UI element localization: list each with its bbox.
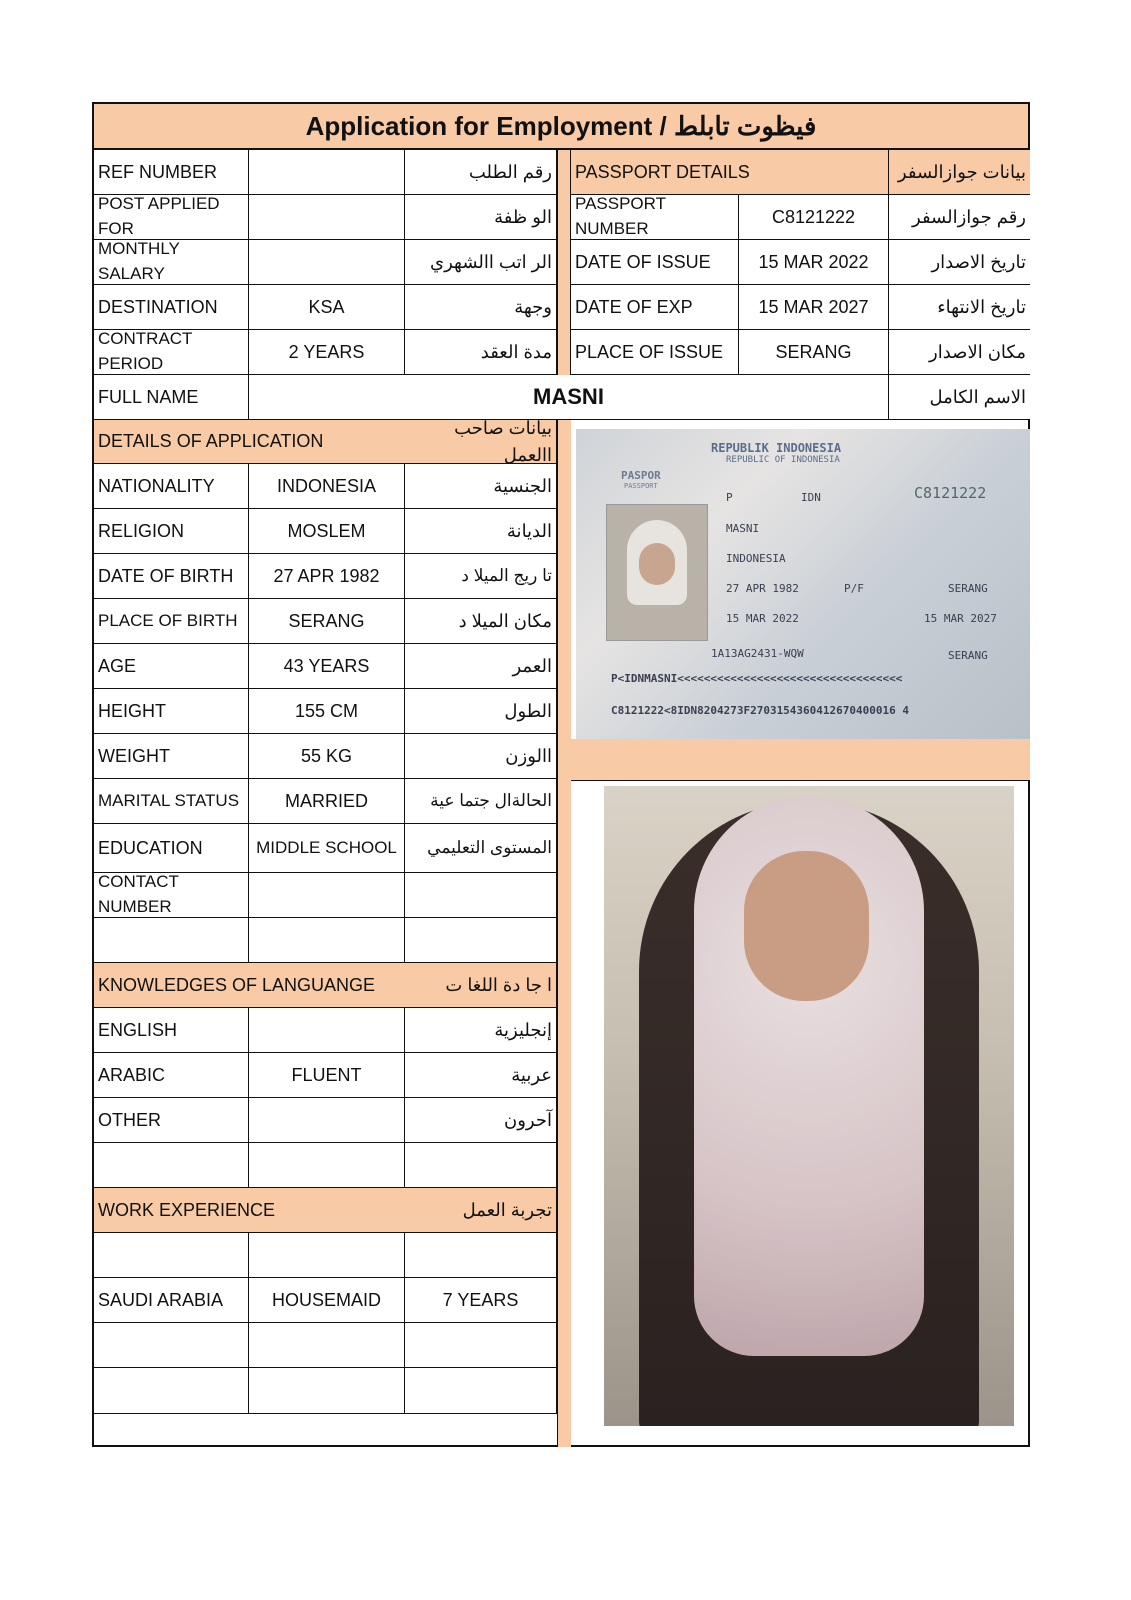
contract-period-label: CONTRACT PERIOD [94, 330, 249, 375]
details-header: DETAILS OF APPLICATION [94, 420, 405, 464]
detail-label: WEIGHT [94, 734, 249, 779]
ref-number-label: REF NUMBER [94, 150, 249, 195]
detail-value: 55 KG [249, 734, 405, 779]
detail-value: INDONESIA [249, 464, 405, 509]
detail-arabic: الحالةال جتما عية [405, 779, 557, 824]
destination-arabic: وجهة [405, 285, 557, 330]
passport-number-arabic: رقم جوازالسفر [889, 195, 1030, 240]
passport-republic: REPUBLIK INDONESIA [711, 441, 842, 455]
detail-label: EDUCATION [94, 824, 249, 873]
work-country: SAUDI ARABIA [94, 1278, 249, 1323]
passport-scan-office: SERANG [948, 649, 988, 662]
passport-scan-reg: 1A13AG2431-WQW [711, 647, 804, 660]
date-of-exp-arabic: تاريخ الانتهاء [889, 285, 1030, 330]
detail-label: HEIGHT [94, 689, 249, 734]
detail-value: MARRIED [249, 779, 405, 824]
form-title: Application for Employment / فيظوت تابلط [94, 104, 1028, 150]
language-level [249, 1008, 405, 1053]
languages-header-arabic: ا جا دة اللغا ت [405, 963, 557, 1008]
detail-value: SERANG [249, 599, 405, 644]
detail-label: AGE [94, 644, 249, 689]
detail-value: MIDDLE SCHOOL [249, 824, 405, 873]
passport-scan-dob: 27 APR 1982 [726, 582, 799, 595]
detail-value: 27 APR 1982 [249, 554, 405, 599]
column-separator [557, 150, 571, 375]
ref-number-value [249, 150, 405, 195]
passport-scan-nationality: INDONESIA [726, 552, 786, 565]
photo-band [571, 739, 1030, 781]
passport-portrait [606, 504, 708, 641]
monthly-salary-arabic: الر اتب االشهري [405, 240, 557, 285]
date-of-issue-label: DATE OF ISSUE [571, 240, 739, 285]
full-name-arabic: الاسم الكامل [889, 375, 1030, 420]
passport-mrz-line-2: C8121222<8IDN8204273F2703154360412670400016 4 [611, 704, 910, 717]
contract-period-value: 2 YEARS [249, 330, 405, 375]
place-of-issue-value: SERANG [739, 330, 889, 375]
work-position: HOUSEMAID [249, 1278, 405, 1323]
full-name-label: FULL NAME [94, 375, 249, 420]
place-of-issue-arabic: مكان الاصدار [889, 330, 1030, 375]
work-header: WORK EXPERIENCE [94, 1188, 405, 1233]
passport-scan-name: MASNI [726, 522, 760, 535]
detail-arabic: تا ريج الميلا د [405, 554, 557, 599]
date-of-exp-value: 15 MAR 2027 [739, 285, 889, 330]
monthly-salary-label: MONTHLY SALARY [94, 240, 249, 285]
destination-value: KSA [249, 285, 405, 330]
detail-arabic: الجنسية [405, 464, 557, 509]
monthly-salary-value [249, 240, 405, 285]
post-applied-arabic: الو ظفة [405, 195, 557, 240]
detail-label: NATIONALITY [94, 464, 249, 509]
work-country [94, 1368, 249, 1414]
languages-empty-cell [405, 1143, 557, 1188]
language-level [249, 1098, 405, 1143]
destination-label: DESTINATION [94, 285, 249, 330]
detail-label: RELIGION [94, 509, 249, 554]
detail-label: DATE OF BIRTH [94, 554, 249, 599]
work-years [405, 1368, 557, 1414]
applicant-face [744, 851, 869, 1001]
language-label: OTHER [94, 1098, 249, 1143]
work-years: 7 YEARS [405, 1278, 557, 1323]
language-level: FLUENT [249, 1053, 405, 1098]
detail-value: 43 YEARS [249, 644, 405, 689]
work-country [94, 1233, 249, 1278]
post-applied-label: POST APPLIED FOR [94, 195, 249, 240]
detail-arabic: الطول [405, 689, 557, 734]
languages-header: KNOWLEDGES OF LANGUANGE [94, 963, 405, 1008]
language-arabic: آحرون [405, 1098, 557, 1143]
passport-passport-en: PASSPORT [624, 482, 658, 490]
detail-arabic: الديانة [405, 509, 557, 554]
passport-scan-expiry: 15 MAR 2027 [924, 612, 997, 625]
work-position [249, 1368, 405, 1414]
language-arabic: إنجليزية [405, 1008, 557, 1053]
passport-scan-pob: SERANG [948, 582, 988, 595]
details-empty-cell [94, 918, 249, 963]
detail-label: CONTACT NUMBER [94, 873, 249, 918]
passport-number-value: C8121222 [739, 195, 889, 240]
detail-value: MOSLEM [249, 509, 405, 554]
detail-arabic: مكان الميلا د [405, 599, 557, 644]
column-separator [557, 420, 571, 1447]
passport-paspor: PASPOR [621, 469, 661, 482]
language-label: ENGLISH [94, 1008, 249, 1053]
detail-arabic [405, 873, 557, 918]
passport-details-header: PASSPORT DETAILS [571, 150, 889, 195]
detail-arabic: العمر [405, 644, 557, 689]
passport-scan-issue: 15 MAR 2022 [726, 612, 799, 625]
passport-scan-sex: P/F [844, 582, 864, 595]
work-position [249, 1323, 405, 1368]
work-position [249, 1233, 405, 1278]
detail-arabic: المستوى التعليمي [405, 824, 557, 873]
post-applied-value [249, 195, 405, 240]
passport-details-arabic: بيانات جوازالسفر [889, 150, 1030, 195]
passport-scan-photo [576, 429, 1030, 739]
detail-label: MARITAL STATUS [94, 779, 249, 824]
place-of-issue-label: PLACE OF ISSUE [571, 330, 739, 375]
passport-code: IDN [801, 491, 821, 504]
work-header-arabic: تجربة العمل [405, 1188, 557, 1233]
employment-application-form [92, 102, 1030, 1447]
detail-arabic: االوزن [405, 734, 557, 779]
work-years [405, 1323, 557, 1368]
applicant-photo [604, 786, 1014, 1426]
language-label: ARABIC [94, 1053, 249, 1098]
ref-number-arabic: رقم الطلب [405, 150, 557, 195]
language-arabic: عربية [405, 1053, 557, 1098]
work-years [405, 1233, 557, 1278]
full-name-value: MASNI [249, 375, 889, 420]
date-of-issue-value: 15 MAR 2022 [739, 240, 889, 285]
detail-value [249, 873, 405, 918]
languages-empty-row [94, 1143, 249, 1188]
contract-period-arabic: مدة العقد [405, 330, 557, 375]
languages-empty-cell [249, 1143, 405, 1188]
passport-number-label: PASSPORT NUMBER [571, 195, 739, 240]
detail-label: PLACE OF BIRTH [94, 599, 249, 644]
details-empty-cell [249, 918, 405, 963]
work-country [94, 1323, 249, 1368]
passport-mrz-line-1: P<IDNMASNI<<<<<<<<<<<<<<<<<<<<<<<<<<<<<<<<<< [611, 672, 903, 685]
details-empty-cell [405, 918, 557, 963]
passport-scan-number: C8121222 [914, 484, 987, 502]
passport-republic-en: REPUBLIC OF INDONESIA [726, 455, 840, 465]
date-of-exp-label: DATE OF EXP [571, 285, 739, 330]
date-of-issue-arabic: تاريخ الاصدار [889, 240, 1030, 285]
passport-type: P [726, 491, 733, 504]
details-header-arabic: بيانات صاحب االعمل [405, 420, 557, 464]
detail-value: 155 CM [249, 689, 405, 734]
